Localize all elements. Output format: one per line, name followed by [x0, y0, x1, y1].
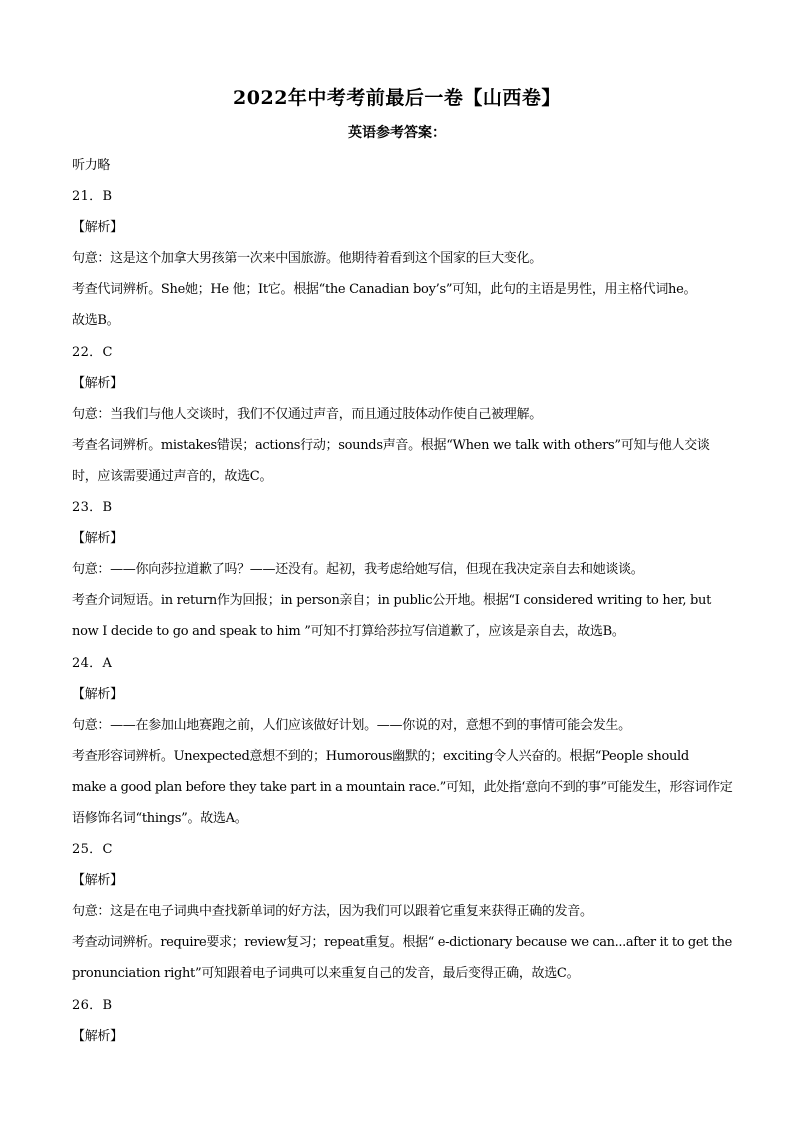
paragraph-line: 考查形容词辨析。Unexpected意想不到的；Humorous幽默的；exciting令人兴奋的。根据“People should — [72, 748, 689, 764]
question-number-22: 22．C — [72, 344, 113, 360]
analysis-heading: 【解析】 — [72, 531, 123, 547]
page-subtitle: 英语参考答案： — [348, 125, 446, 141]
paragraph-line: 句意：——在参加山地赛跑之前，人们应该做好计划。——你说的对，意想不到的事情可能会发生。 — [72, 717, 631, 733]
analysis-heading: 【解析】 — [72, 686, 123, 702]
paragraph-line: 考查动词辨析。require要求；review复习；repeat重复。根据“ e-dictionary because we can...after it to get the — [72, 935, 732, 951]
paragraph-line: make a good plan before they take part in a mountain race.”可知，此处指‘意向不到的事”可能发生，形容词作定 — [72, 779, 733, 795]
paragraph-line: 句意：这是在电子词典中查找新单词的好方法，因为我们可以跟着它重复来获得正确的发音。 — [72, 904, 593, 920]
analysis-heading: 【解析】 — [72, 873, 123, 889]
listening-note: 听力略 — [72, 158, 111, 173]
paragraph-line: 时，应该需要通过声音的，故选C。 — [72, 468, 273, 484]
paragraph-line: 句意：——你向莎拉道歉了吗？——还没有。起初，我考虑给她写信，但现在我决定亲自去和她谈谈。 — [72, 562, 644, 578]
paragraph-line: 考查代词辨析。She她；He 他；It它。根据“the Canadian boy’s”可知，此句的主语是男性，用主格代词he。 — [72, 282, 697, 298]
paragraph-line: now I decide to go and speak to him ”可知不打算给莎拉写信道歉了，应该是亲自去，故选B。 — [72, 624, 625, 640]
analysis-heading: 【解析】 — [72, 375, 123, 391]
question-number-21: 21．B — [72, 189, 113, 205]
question-number-25: 25．C — [72, 842, 113, 858]
analysis-heading: 【解析】 — [72, 220, 123, 236]
question-number-23: 23．B — [72, 500, 113, 516]
paragraph-line: 故选B。 — [72, 313, 120, 329]
paragraph-line: 句意：当我们与他人交谈时，我们不仅通过声音，而且通过肢体动作使自己被理解。 — [72, 406, 542, 422]
question-number-24: 24．A — [72, 655, 113, 671]
paragraph-line: 考查介词短语。in return作为回报；in person亲自；in public公开地。根据“I considered writing to her, but — [72, 593, 712, 609]
analysis-heading: 【解析】 — [72, 1028, 123, 1044]
answer-body — [72, 150, 732, 1052]
paragraph-line: pronunciation right”可知跟着电子词典可以来重复自己的发音，最后变得正确，故选C。 — [72, 966, 580, 982]
paragraph-line: 句意：这是这个加拿大男孩第一次来中国旅游。他期待着看到这个国家的巨大变化。 — [72, 251, 542, 267]
paragraph-line: 语修饰名词“things”。故选A。 — [72, 810, 248, 826]
question-number-26: 26．B — [72, 997, 113, 1013]
paragraph-line: 考查名词辨析。mistakes错误；actions行动；sounds声音。根据“When we talk with others”可知与他人交谈 — [72, 437, 710, 453]
page-title: 2022年中考考前最后一卷【山西卷】 — [233, 87, 561, 109]
